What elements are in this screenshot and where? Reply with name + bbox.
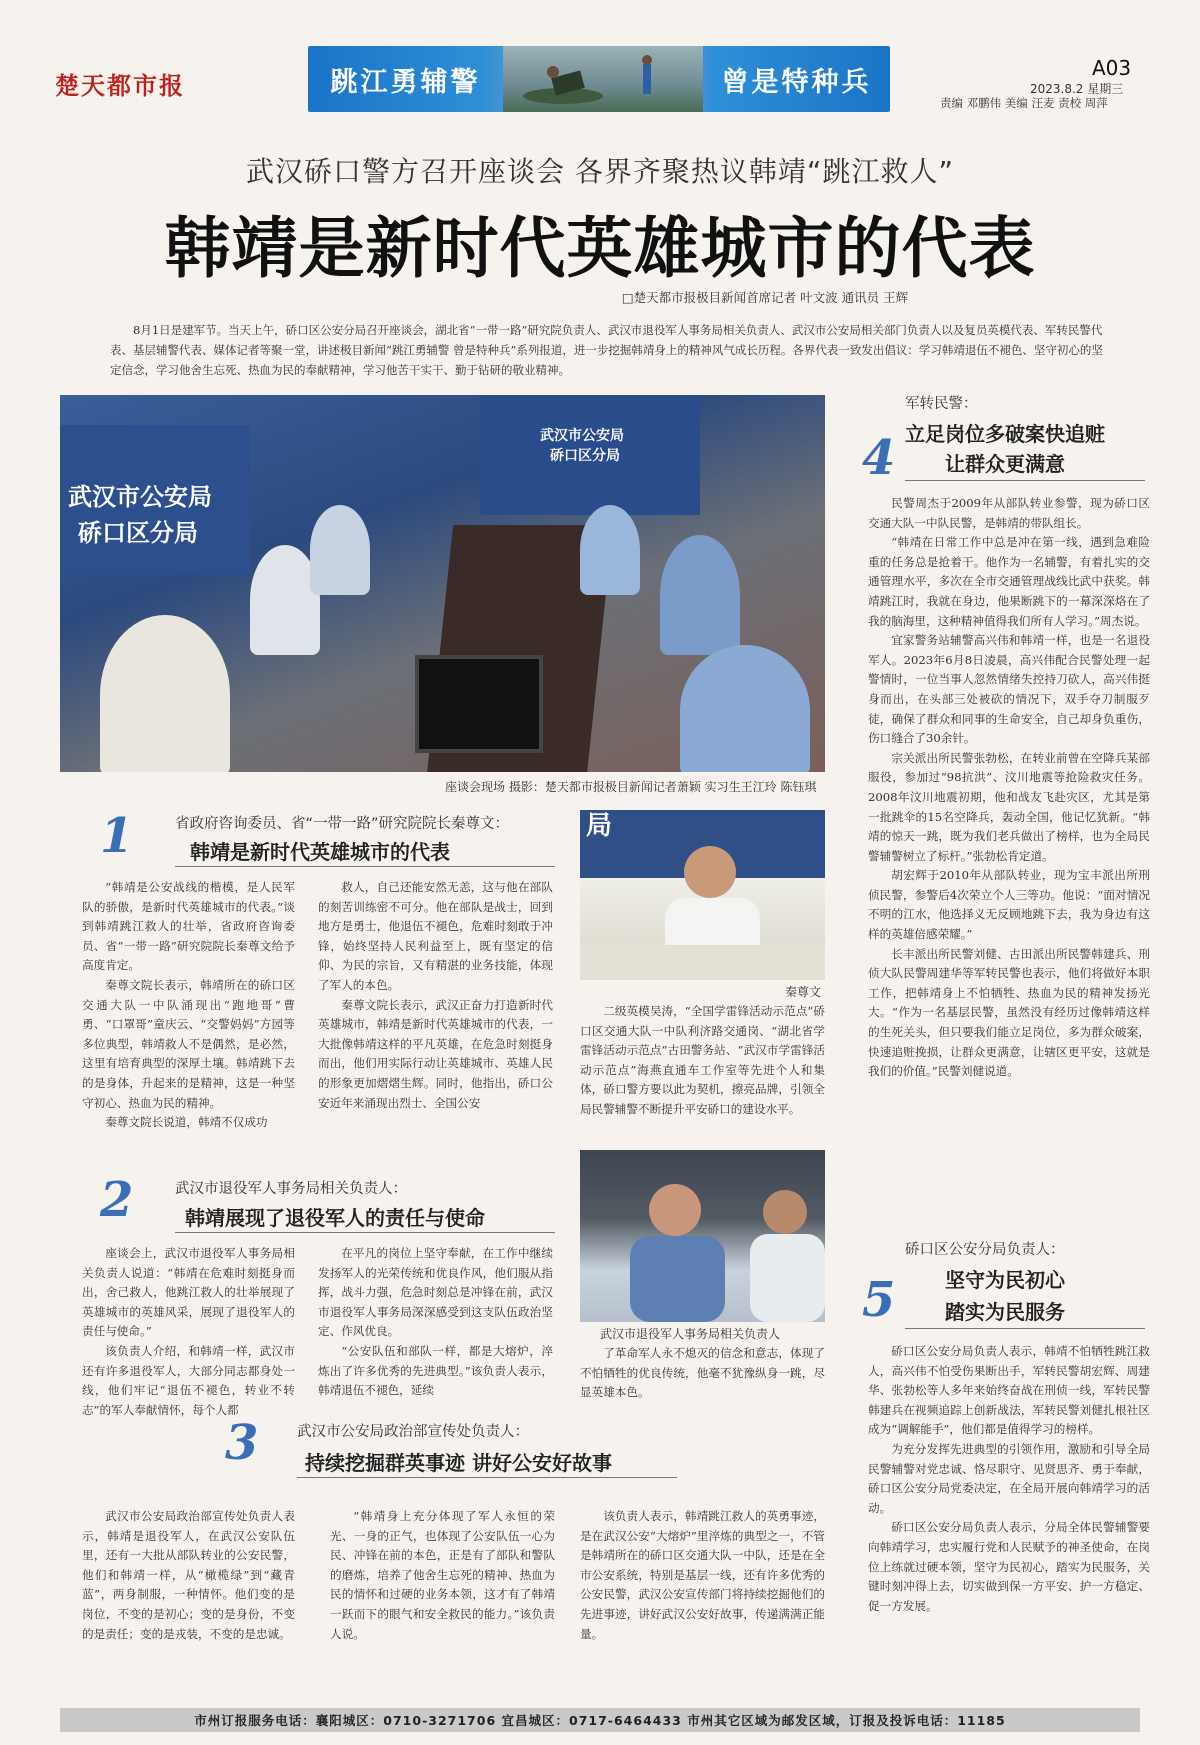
paragraph: “韩靖是公安战线的楷模，是人民军队的骄傲，是新时代英雄城市的代表。”谈到韩靖跳江救人的壮举，省政府咨询委员、省“一带一路”研究院院长秦尊文给予高度肯定。 [82, 880, 295, 973]
paragraph: “韩靖身上充分体现了军人永恒的荣光、一身的正气，也体现了公安队伍一心为民、冲锋在前的本色，正是有了部队和警队的磨炼，培养了他舍生忘死的精神、热血为民的情怀和过硬的业务本领，这才有了韩靖一跃而下的眼气和安全救民的能力。”该负责人说。 [330, 1509, 555, 1641]
article-lead: 8月1日是建军节。当天上午，硚口区公安分局召开座谈会，湖北省“一带一路”研究院负责人、武汉市退役军人事务局相关负责人、武汉市公安局相关部门负责人以及复员英模代表、军转民警代表、基层辅警代表、媒体记者等聚一堂，讲述极目新闻“跳江勇辅警 曾是特种兵”系列报道，进一步挖掘韩靖身上的精神风气成长历程。各界代表一致发出倡议：学习韩靖退伍不褪色、坚守初心的坚定信念，学习他舍生忘死、热血为民的奉献精神，学习他苦干实干、勤于钻研的敬业精神。 [110, 323, 1103, 377]
veterans-official-photo [580, 1150, 825, 1322]
photo-wall-text-2: 硚口区分局 [78, 519, 198, 547]
page-number: A03 [1092, 56, 1132, 80]
photo-wall-center [480, 395, 700, 515]
section-2-col-1 [82, 1244, 295, 1420]
newspaper-logo: 楚天都市报 [55, 71, 185, 100]
section-1-col-3 [580, 1002, 825, 1120]
paragraph: 民警周杰于2009年从部队转业参警，现为硚口区交通大队一中队民警，是韩靖的带队组长。 [868, 496, 1150, 530]
section-4-kicker: 军转民警： [905, 396, 978, 412]
meeting-photo [60, 395, 825, 772]
banner-photo [503, 46, 703, 112]
section-3-kicker: 武汉市公安局政治部宣传处负责人： [297, 1424, 529, 1440]
photo-person [310, 505, 370, 595]
section-1-col-2 [318, 878, 553, 1113]
paragraph: 武汉市公安局政治部宣传处负责人表示，韩靖是退役军人，在武汉公安队伍里，还有一大批从部队转业的公安民警，他们和韩靖一样，从“橄榄绿”到“藏青蓝”，两身制服，一种情怀。他们变的是岗位，不变的是初心；变的是身份，不变的是责任；变的是戎装，不变的是忠诚。 [82, 1509, 295, 1641]
portrait-figure-icon [580, 1150, 825, 1322]
paragraph: 胡宏辉于2010年从部队转业，现为宝丰派出所刑侦民警，参警后4次荣立个人三等功。他说：“面对情况不明的江水，他选择义无反顾地跳下去，我为身边有这样的英雄倍感荣耀。” [868, 868, 1150, 942]
banner-figure-icon [503, 46, 703, 112]
section-1-rule [175, 866, 555, 867]
meeting-photo-caption: 座谈会现场 摄影：楚天都市报极目新闻记者萧颖 实习生王江玲 陈钰琪 [445, 780, 817, 794]
article-subtitle: 武汉硚口警方召开座谈会 各界齐聚热议韩靖“跳江救人” [246, 155, 954, 188]
paragraph: 硚口区公安分局负责人表示，韩靖不怕牺牲跳江救人，高兴伟不怕受伤果断出手，军转民警胡宏辉、周建华、张勃松等人多年来始终奋战在刑侦一线，军转民警韩建兵在视频追踪上创新战法，军转民警刘健扎根社区成为“调解能手”，他们都是值得学习的榜样。 [868, 1344, 1150, 1437]
photo-person [660, 535, 740, 655]
section-2-col-2 [318, 1244, 553, 1401]
paragraph: “韩靖在日常工作中总是冲在第一线，遇到急难险重的任务总是抢着干。他作为一名辅警，有着扎实的交通管理水平，多次在全市交通管理战线比武中获奖。韩靖跳江时，我就在身边，他果断跳下的一幕深深烙在了我的脑海里，这种精神值得我们所有人学习。”周杰说。 [868, 535, 1150, 628]
photo-wall-text-3: 武汉市公安局 [540, 428, 624, 444]
section-4-number: 4 [862, 430, 896, 486]
editors-credit: 责编 邓鹏伟 美编 汪麦 责校 周萍 [940, 96, 1108, 110]
banner-left-text: 跳江勇辅警 [330, 66, 481, 98]
paragraph: 救人，自己还能安然无恙，这与他在部队的刻苦训练密不可分。他在部队是战士，回到地方是勇士，他退伍不褪色，危难时刻敢于冲锋，始终坚持人民利益至上，既有坚定的信仰、为民的宗旨，又有精湛的业务技能，体现了军人的本色。 [318, 880, 553, 992]
photo-person [100, 615, 230, 772]
section-2-col-3 [580, 1344, 825, 1403]
section-1-col-1 [82, 878, 295, 1133]
svg-text:局: 局 [586, 811, 613, 841]
section-3-number: 3 [225, 1415, 259, 1471]
paragraph: 秦尊文院长表示，武汉正奋力打造新时代英雄城市，韩靖是新时代英雄城市的代表，一大批像韩靖这样的平凡英雄，在危急时刻挺身而出，他们用实际行动让英雄城市、英雄人民的形象更加熠熠生辉。同时，他指出，硚口公安近年来涌现出烈士、全国公安 [318, 997, 553, 1110]
section-4-title-1: 立足岗位多破案快追赃 [905, 422, 1105, 446]
section-3-rule [297, 1477, 677, 1478]
article-byline: □楚天都市报极目新闻首席记者 叶文波 通讯员 王辉 [621, 290, 909, 305]
section-4-body [868, 494, 1150, 1082]
qin-zunwen-caption: 秦尊文 [785, 985, 822, 999]
article-headline: 韩靖是新时代英雄城市的代表 [164, 210, 1036, 287]
photo-person [580, 505, 640, 595]
photo-wall-text-4: 硚口区分局 [550, 448, 620, 464]
photo-wall-text-1: 武汉市公安局 [68, 483, 212, 511]
section-5-kicker: 硚口区公安分局负责人： [905, 1242, 1065, 1258]
paragraph: 该负责人表示，韩靖跳江救人的英勇事迹，是在武汉公安“大熔炉”里淬炼的典型之一，不管是韩靖所在的硚口区交通大队一中队，还是在全市公安系统，特别是基层一线，还有许多优秀的公安民警，武汉公安宣传部门将持续挖掘他们的先进事迹，讲好武汉公安好故事，传递满满正能量。 [580, 1509, 825, 1641]
paragraph: “公安队伍和部队一样，都是大熔炉，淬炼出了许多优秀的先进典型。”该负责人表示，韩靖退伍不褪色，延续 [318, 1343, 553, 1398]
paragraph: 座谈会上，武汉市退役军人事务局相关负责人说道：“韩靖在危难时刻挺身而出，舍己救人，他跳江救人的壮举展现了英雄城市的英雄风采，展现了退役军人的责任与使命。” [82, 1246, 295, 1339]
issue-date: 2023.8.2 星期三 [1030, 82, 1124, 96]
section-1-title: 韩靖是新时代英雄城市的代表 [190, 840, 450, 864]
section-5-body [868, 1342, 1150, 1616]
section-3-title: 持续挖掘群英事迹 讲好公安好故事 [305, 1451, 612, 1475]
paragraph: 二级英模吴涛，“全国学雷锋活动示范点”硚口区交通大队一中队利济路交通岗、“湖北省学雷锋活动示范点”古田警务站、“武汉市学雷锋活动示范点”海燕直通车工作室等先进个人和集体，硚口警方要以此为契机，擦亮品牌，引领全局民警辅警不断提升平安硚口的建设水平。 [580, 1004, 825, 1116]
section-4-title-2: 让群众更满意 [945, 452, 1065, 476]
banner-right-text: 曾是特种兵 [721, 66, 872, 98]
portrait-figure-icon [580, 810, 825, 980]
paragraph: 长丰派出所民警刘健、古田派出所民警韩建兵、刑侦大队民警周建华等军转民警也表示，他们将做好本职工作，把韩靖身上不怕牺牲、热血为民的精神发扬光大。“作为一名基层民警，虽然没有经历过像韩靖这样的生死关头，但只要我们能立足岗位，多为群众破案，快速追赃挽损，让群众更满意，让辖区更平安，这就是我们的价值。”民警刘健说道。 [868, 946, 1150, 1079]
section-2-number: 2 [100, 1172, 134, 1228]
section-1-kicker: 省政府咨询委员、省“一带一路”研究院院长秦尊文： [175, 816, 510, 832]
photo-monitor [415, 655, 543, 753]
paragraph: 宗关派出所民警张勃松，在转业前曾在空降兵某部服役，参加过“98抗洪”、汶川地震等抢险救灾任务。2008年汶川地震初期，他和战友飞赴灾区，尤其是第一批跳伞的15名空降兵，轰动全国，他记忆犹新。“韩靖的惊天一跳，既为我们老兵做出了榜样，也为全局民警辅警树立了标杆。”张勃松肯定道。 [868, 750, 1150, 863]
photo-wall-left [60, 425, 250, 575]
veterans-official-caption: 武汉市退役军人事务局相关负责人 [600, 1327, 781, 1341]
paragraph: 秦尊文院长说道，韩靖不仅成功 [105, 1115, 268, 1130]
section-5-number: 5 [862, 1272, 896, 1328]
subscription-footer: 市州订报服务电话：襄阳城区：0710-3271706 宜昌城区：0717-6464433 市州其它区域为邮发区域，订报及投诉电话：11185 [60, 1708, 1140, 1732]
section-3-col-2 [330, 1507, 555, 1644]
section-2-title: 韩靖展现了退役军人的责任与使命 [185, 1206, 485, 1230]
paragraph: 该负责人介绍，和韩靖一样，武汉市还有许多退役军人，大部分同志都身处一线，他们牢记“退伍不褪色，转业不转志”的军人奉献情怀，每个人都 [82, 1343, 295, 1417]
section-1-number: 1 [100, 808, 134, 864]
paragraph: 在平凡的岗位上坚守奉献，在工作中继续发扬军人的光荣传统和优良作风，他们服从指挥，战斗力强，危急时刻总是冲锋在前，武汉市退役军人事务局深深感受到这支队伍政治坚定、作风优良。 [318, 1246, 553, 1339]
section-2-kicker: 武汉市退役军人事务局相关负责人： [175, 1181, 407, 1197]
paragraph: 硚口区公安分局负责人表示，分局全体民警辅警要向韩靖学习，忠实履行党和人民赋予的神圣使命，在岗位上练就过硬本领，坚守为民初心，踏实为民服务，关键时刻冲得上去，切实做到保一方平安、护一方稳定、促一方发展。 [868, 1520, 1150, 1613]
section-5-rule [905, 1328, 1145, 1329]
paragraph: 宜家警务站辅警高兴伟和韩靖一样，也是一名退役军人。2023年6月8日凌晨，高兴伟配合民警处理一起警情时，一位当事人忽然情绪失控持刀砍人，高兴伟挺身而出，在头部三处被砍的情况下，双手夺刀制服歹徒，确保了群众和同事的生命安全，自己却身负重伤，伤口缝合了30余针。 [868, 633, 1150, 746]
paragraph: 为充分发挥先进典型的引领作用，激励和引导全局民警辅警对党忠诚、恪尽职守、见贤思齐、勇于奉献，硚口区公安分局党委决定，在全局开展向韩靖学习的活动。 [868, 1441, 1150, 1515]
section-4-rule [905, 480, 1145, 481]
paragraph: 秦尊文院长表示，韩靖所在的硚口区交通大队一中队涌现出“跑地哥”曹勇、“口罩哥”童庆云、“交警妈妈”方园等多位典型，韩靖救人不是偶然，是必然，这里有培育典型的深厚土壤。韩靖跳下去的是身体，升起来的是精神，这是一种坚守初心、热血为民的精神。 [82, 977, 295, 1110]
paragraph: 了革命军人永不熄灭的信念和意志，体现了不怕牺牲的优良传统，他毫不犹豫纵身一跳，尽显英雄本色。 [580, 1346, 825, 1400]
section-3-col-1 [82, 1507, 295, 1644]
section-5-title-1: 坚守为民初心 [945, 1268, 1065, 1292]
section-3-col-3 [580, 1507, 825, 1644]
section-2-rule [175, 1232, 555, 1233]
photo-person [680, 645, 810, 772]
section-5-title-2: 踏实为民服务 [945, 1300, 1065, 1324]
qin-zunwen-photo [580, 810, 825, 980]
series-banner [308, 46, 890, 112]
